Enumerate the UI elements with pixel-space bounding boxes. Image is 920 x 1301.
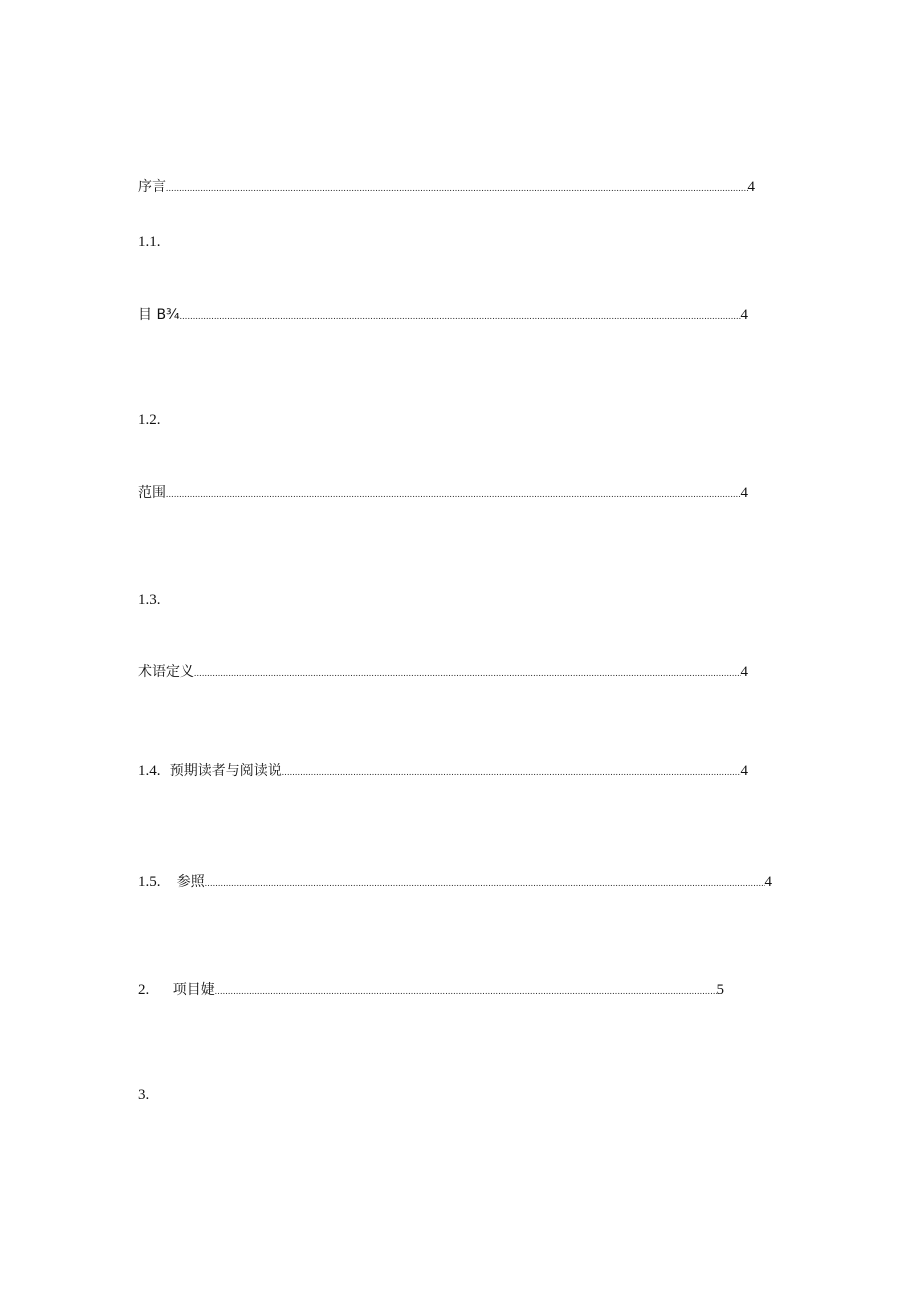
toc-entry-1-1-number — [138, 233, 161, 251]
toc-entry-title: 目 B¾ — [138, 307, 180, 323]
toc-entry-page: 4 — [740, 485, 748, 501]
toc-entry-title: 项目婕 — [172, 982, 215, 998]
toc-entry-title: 范围 — [138, 485, 166, 501]
toc-entry-title: 术语定义 — [138, 664, 194, 680]
toc-entry-page: 4 — [740, 307, 748, 323]
toc-entry-page: 4 — [740, 664, 748, 680]
toc-dot-leader — [205, 874, 765, 892]
toc-entry-title: 参照 — [176, 874, 205, 890]
toc-entry-page: 4 — [764, 874, 772, 890]
toc-entry-page: 4 — [747, 179, 755, 195]
toc-entry-number: 3. — [138, 1087, 150, 1103]
toc-entry-number: 2. — [138, 982, 150, 998]
toc-entry-1-3[interactable] — [138, 663, 748, 682]
toc-entry-1-2-number — [138, 411, 161, 429]
toc-entry-number: 1.4. — [138, 763, 161, 779]
toc-entry-1-4[interactable] — [138, 762, 748, 781]
toc-entry-number: 1.5. — [138, 874, 161, 890]
toc-dot-leader — [166, 485, 741, 503]
toc-entry-number: 1.2. — [138, 412, 161, 428]
toc-dot-leader — [282, 763, 741, 781]
toc-entry-1-2[interactable] — [138, 484, 748, 503]
toc-entry-page: 4 — [740, 763, 748, 779]
toc-entry-1-5[interactable] — [138, 873, 772, 892]
toc-entry-preface[interactable] — [138, 178, 755, 197]
toc-entry-2[interactable] — [138, 981, 724, 1000]
toc-dot-leader — [166, 179, 748, 197]
toc-entry-title: 预期读者与阅读说 — [169, 763, 282, 779]
toc-dot-leader — [215, 982, 717, 1000]
toc-dot-leader — [194, 664, 741, 682]
toc-entry-title: 序言 — [138, 179, 166, 195]
toc-entry-number: 1.1. — [138, 234, 161, 250]
toc-dot-leader — [180, 307, 741, 325]
toc-entry-1-1[interactable] — [138, 306, 748, 325]
toc-entry-3-number — [138, 1086, 149, 1104]
toc-entry-number: 1.3. — [138, 592, 161, 608]
toc-entry-page: 5 — [716, 982, 724, 998]
toc-entry-1-3-number — [138, 591, 161, 609]
